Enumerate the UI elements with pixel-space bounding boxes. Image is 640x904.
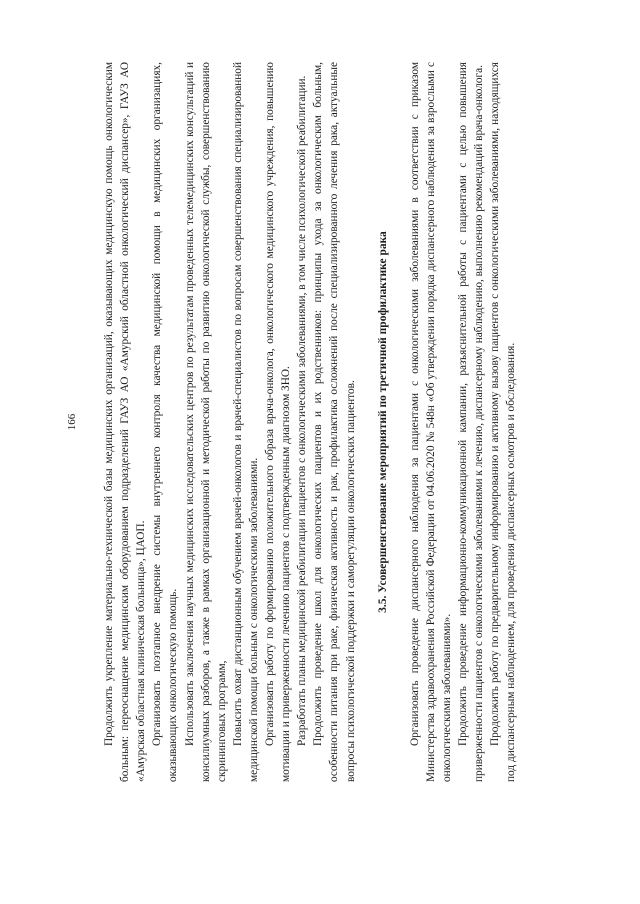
paragraph: Организовать работу по формированию положительного образа врача-онколога, онкологического медицинского учреждения, повышению мотивации и приверженности лечению пациентов с подтвержденным диагнозом ЗНО. [264,62,293,782]
paragraph: Разработать планы медицинской реабилитации пациентов с онкологическими заболеваниями, в том числе психологической реабилитации. [296,75,309,746]
paragraph: Организовать поэтапное внедрение системы внутреннего контроля качества медицинской помощи в медицинских организациях, оказывающих онкологическую помощь. [151,62,180,782]
page-number: 166 [66,413,78,431]
paragraph: Продолжить проведение информационно-коммуникационной кампании, разъяснительной работы с пациентами с целью повышения приверженности пациентов с онкологическими заболеваниями к лечению, диспансерному наблюдению, выполнению рекомендаций врача-онколога. [456,62,486,782]
section-heading: 3.5. Усовершенствование мероприятий по третичной профилактике рака [376,231,389,613]
paragraph: Продолжить работу по предварительному информированию и активному вызову пациентов с онкологическими заболеваниями, находящихся под диспансерным наблюдением, для проведения диспансерных осмотров и обследования. [489,62,518,782]
paragraph: Организовать проведение диспансерного наблюдения за пациентами с онкологическими заболеваниями в соответствии с приказом Министерства здравоохранения Российской Федерации от 04.06.2020 № 548н «Об утверждении порядка диспансерного наблюдения за взрослыми с онкологическими заболеваниями». [408,62,453,782]
paragraph: Продолжить укрепление материально-технической базы медицинских организаций, оказывающих медицинскую помощь онкологическим больным: переоснащение медицинским оборудованием подразделений ГАУЗ АО «Амурский областной онкологический диспансер», ГАУЗ АО «Амурская областная клиническая больница», ЦАОП. [103,62,148,782]
paragraph: Повысить охват дистанционным обучением врачей-онкологов и врачей-специалистов по вопросам совершенствования специализированной медицинской помощи больным с онкологическими заболеваниями. [231,62,260,782]
paragraph: Продолжить проведение школ для онкологических пациентов и их родственников: принципы ухода за онкологическим больным, особенности питания при раке, физическая активность и рак, профилактика осложнений после специализированного лечения рака, актуальные вопросы психологической поддержки и саморегуляции онкологических пациентов. [312,62,357,782]
rotated-text-block [64,62,584,782]
paragraph: Использовать заключения научных медицинских исследовательских центров по результатам проведенных телемедицинских консультаций и консилиумных разборов, а также в рамках организационной и методической работы по развитию онкологической службы, совершенствованию скрининговых программ, [183,62,228,782]
